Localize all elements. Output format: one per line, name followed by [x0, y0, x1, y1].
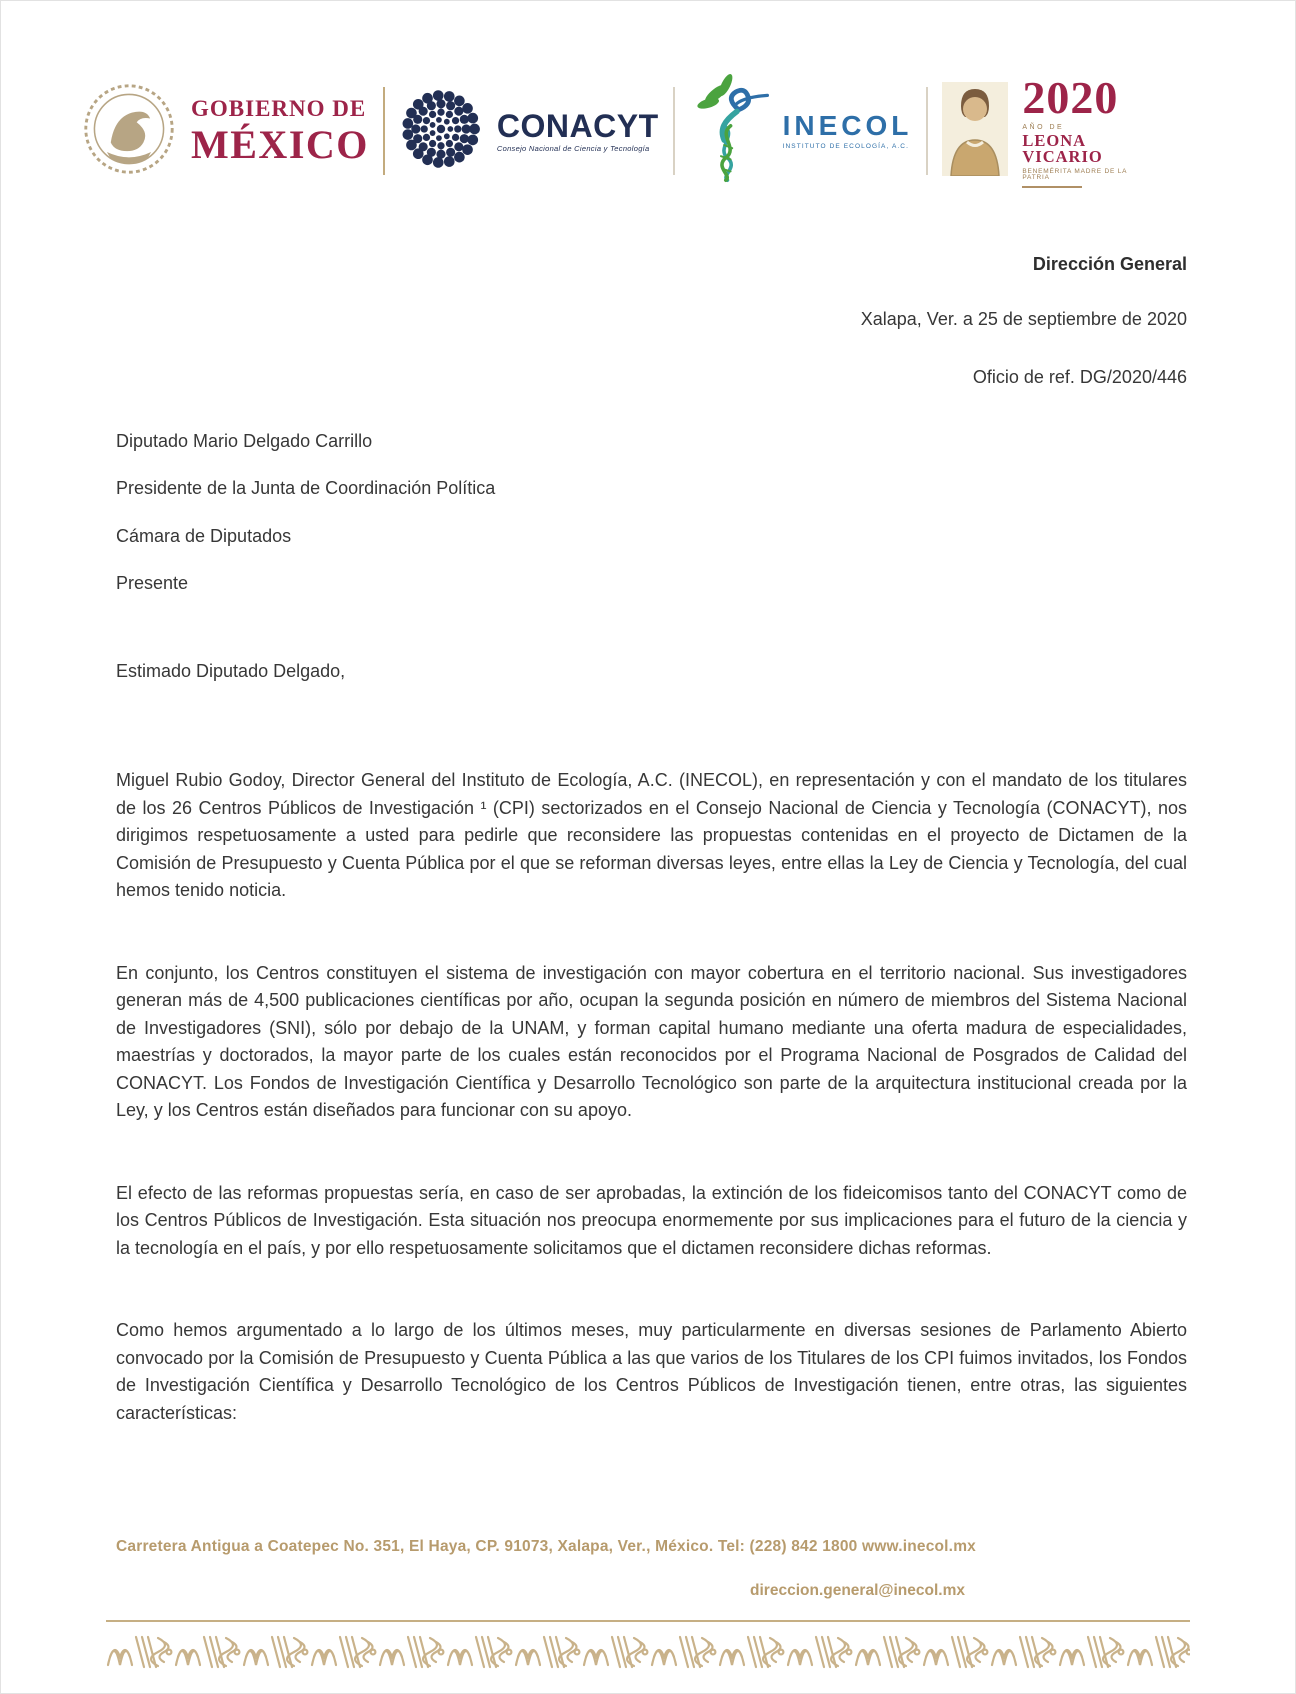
recipient-organization: Cámara de Diputados [116, 525, 292, 546]
footer-address: Carretera Antigua a Coatepec No. 351, El Haya, CP. 91073, Xalapa, Ver., México. Tel: (228) 842 1800 www.inecol.mx [116, 1538, 976, 1555]
gobierno-line2: MÉXICO [191, 122, 369, 167]
leona-subtitle: BENEMÉRITA MADRE DE LA PATRIA [1022, 167, 1127, 181]
leona-vicario-2020-logo [942, 71, 1139, 188]
logo-divider [383, 87, 385, 175]
aztec-pattern-band-icon [106, 1633, 1190, 1671]
office-title: Dirección General [1032, 254, 1187, 274]
footer-email: direccion.general@inecol.mx [750, 1581, 965, 1599]
conacyt-subtitle: Consejo Nacional de Ciencia y Tecnología [496, 143, 650, 153]
conacyt-wordmark [496, 107, 659, 153]
inecol-logo [689, 70, 913, 193]
leona-rule [1022, 186, 1082, 188]
inecol-subtitle: INSTITUTO DE ECOLOGÍA, A.C. [782, 142, 909, 150]
inecol-wordmark [782, 109, 913, 151]
conacyt-logo [399, 87, 659, 176]
salutation: Estimado Diputado Delgado, [116, 660, 346, 681]
leona-vicario-portrait-icon [942, 82, 1008, 181]
mexico-eagle-seal-icon [81, 73, 177, 190]
inecol-name: INECOL [782, 109, 913, 141]
conacyt-name: CONACYT [496, 107, 659, 144]
recipient-present: Presente [116, 573, 189, 593]
paragraph-2: En conjunto, los Centros constituyen el sistema de investigación con mayor cobertura en el territorio nacional. Sus investigadores generan más de 4,500 publicaciones científicas por año, ocupan la segunda posición en número de miembros del Sistema Nacional de Investigadores (SNI), sólo por debajo de la UNAM, y forman capital humano mediante una oferta madura de especialidades, maestrías y doctorados, la mayor parte de los cuales están reconocidos por el Programa Nacional de Posgrados de Calidad del CONACYT. Los Fondos de Investigación Científica y Desarrollo Tecnológico son parte de la arquitectura institucional creada por la Ley, y los Centros están diseñados para funcionar con su apoyo. [116, 962, 1187, 1120]
reference-line: Oficio de ref. DG/2020/446 [972, 367, 1187, 387]
logo-header [1, 71, 1295, 191]
conacyt-dots-icon [399, 87, 483, 176]
paragraph-1: Miguel Rubio Godoy, Director General del Instituto de Ecología, A.C. (INECOL), en representación y con el mandato de los titulares de los 26 Centros Públicos de Investigación ¹ (CPI) sectorizados en el Consejo Nacional de Ciencia y Tecnología (CONACYT), nos dirigimos respetuosamente a usted para pedirle que reconsidere las propuestas contenidas en el proyecto de Dictamen de la Comisión de Presupuesto y Cuenta Pública por el que se reforman diversas leyes, entre ellas la Ley de Ciencia y Tecnología, del cual hemos tenido noticia. [116, 770, 1187, 900]
paragraph-4: Como hemos argumentado a lo largo de los últimos meses, muy particularmente en diversas sesiones de Parlamento Abierto convocado por la Comisión de Presupuesto y Cuenta Pública a las que varios de los Titulares de los CPI fuimos invitados, los Fondos de Investigación Científica y Desarrollo Tecnológico de los Centros Públicos de Investigación tienen, entre otras, las siguientes características: [116, 1320, 1187, 1423]
gobierno-de-mexico-logo [81, 73, 369, 190]
logo-divider [926, 87, 928, 175]
leona-year: 2020 [1022, 71, 1119, 123]
leona-wordmark [1022, 71, 1139, 188]
gobierno-wordmark [191, 97, 369, 165]
gobierno-line1: GOBIERNO DE [191, 96, 367, 121]
leona-name: LEONA VICARIO [1022, 130, 1103, 166]
letter-body [1, 251, 1295, 1671]
logo-divider [673, 87, 675, 175]
recipient-name: Diputado Mario Delgado Carrillo [116, 430, 373, 451]
inecol-hummingbird-icon [689, 70, 769, 193]
recipient-title: Presidente de la Junta de Coordinación Política [116, 478, 496, 498]
recipient-block [116, 428, 1187, 598]
footer-rule [106, 1620, 1190, 1622]
letter-footer [116, 1533, 1187, 1671]
leona-pre: AÑO DE [1022, 123, 1065, 131]
paragraph-3: El efecto de las reformas propuestas sería, en caso de ser aprobadas, la extinción de los fideicomisos tanto del CONACYT como de los Centros Públicos de Investigación. Esta situación nos preocupa enormemente por sus implicaciones para el futuro de la ciencia y la tecnología en el país, y por ello respetuosamente solicitamos que el dictamen reconsidere dichas reformas. [116, 1182, 1187, 1258]
date-line: Xalapa, Ver. a 25 de septiembre de 2020 [860, 308, 1187, 329]
